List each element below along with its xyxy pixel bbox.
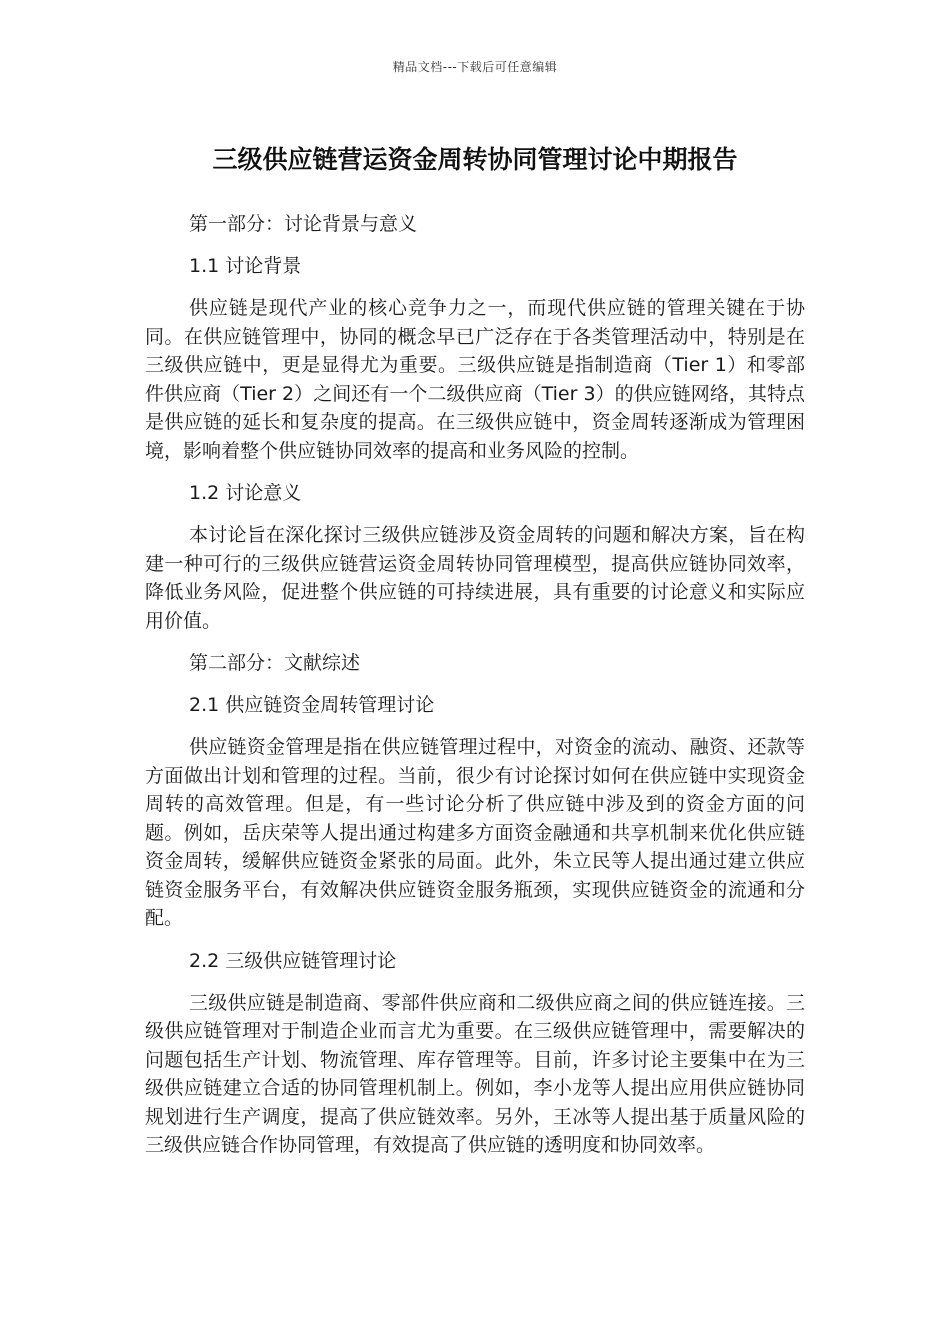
section-heading-2-1: 2.1 供应链资金周转管理讨论 xyxy=(189,694,435,716)
part-heading-1: 第一部分：讨论背景与意义 xyxy=(189,213,418,235)
section-heading-1-2: 1.2 讨论意义 xyxy=(189,482,302,504)
part-heading-2: 第二部分：文献综述 xyxy=(189,652,361,674)
document-title: 三级供应链营运资金周转协同管理讨论中期报告 xyxy=(212,145,738,174)
paragraph-1-2: 本讨论旨在深化探讨三级供应链涉及资金周转的问题和解决方案，旨在构建一种可行的三级供应链营运资金周转协同管理模型，提高供应链协同效率，降低业务风险，促进整个供应链的可持续进展，具有重要的讨论意义和实际应用价值。 xyxy=(145,524,805,632)
document-body xyxy=(145,210,805,1174)
header-note: 精品文档---下载后可任意编辑 xyxy=(392,60,558,74)
section-heading-2-2: 2.2 三级供应链管理讨论 xyxy=(189,949,397,972)
section-heading-1-1: 1.1 讨论背景 xyxy=(189,255,302,277)
paragraph-1-1: 供应链是现代产业的核心竞争力之一，而现代供应链的管理关键在于协同。在供应链管理中，协同的概念早已广泛存在于各类管理活动中，特别是在三级供应链中，更是显得尤为重要。三级供应链是指制造商（Tier 1）和零部件供应商（Tier 2）之间还有一个二级供应商（Tier 3）的供应链网络，其特点是供应链的延长和复杂度的提高。在三级供应链中，资金周转逐渐成为管理困境，影响着整个供应链协同效率的提高和业务风险的控制。 xyxy=(145,297,805,462)
paragraph-2-2: 三级供应链是制造商、零部件供应商和二级供应商之间的供应链连接。三级供应链管理对于制造企业而言尤为重要。在三级供应链管理中，需要解决的问题包括生产计划、物流管理、库存管理等。目前，许多讨论主要集中在为三级供应链建立合适的协同管理机制上。例如，李小龙等人提出应用供应链协同规划进行生产调度，提高了供应链效率。另外，王冰等人提出基于质量风险的三级供应链合作协同管理，有效提高了供应链的透明度和协同效率。 xyxy=(145,991,805,1156)
paragraph-2-1: 供应链资金管理是指在供应链管理过程中，对资金的流动、融资、还款等方面做出计划和管理的过程。当前，很少有讨论探讨如何在供应链中实现资金周转的高效管理。但是，有一些讨论分析了供应链中涉及到的资金方面的问题。例如，岳庆荣等人提出通过构建多方面资金融通和共享机制来优化供应链资金周转，缓解供应链资金紧张的局面。此外，朱立民等人提出通过建立供应链资金服务平台，有效解决供应链资金服务瓶颈，实现供应链资金的流通和分配。 xyxy=(145,736,805,929)
